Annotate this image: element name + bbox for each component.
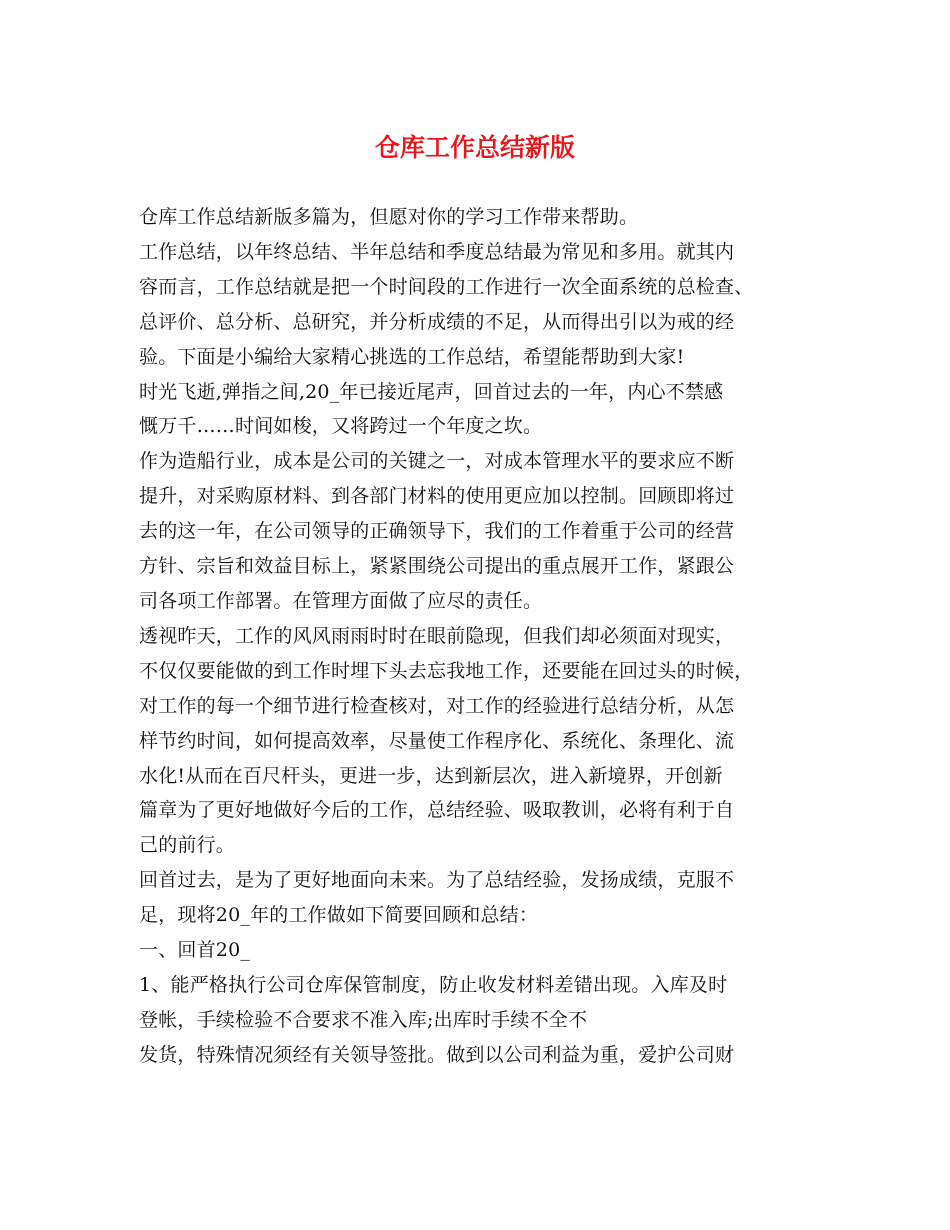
body-line-21: 足，现将20_年的工作做如下简要回顾和总结：: [139, 904, 539, 927]
body-line-6: 时光飞逝,弹指之间,20_年已接近尾声，回首过去的一年，内心不禁感: [139, 380, 724, 403]
body-line-14: 不仅仅要能做的到工作时埋下头去忘我地工作，还要能在回过头的时候，: [139, 659, 754, 682]
body-line-8: 作为造船行业，成本是公司的关键之一，对成本管理水平的要求应不断: [139, 450, 735, 473]
body-line-23: 1、能严格执行公司仓库保管制度，防止收发材料差错出现。入库及时: [139, 973, 728, 996]
body-line-2: 工作总结，以年终总结、半年总结和季度总结最为常见和多用。就其内: [139, 240, 735, 263]
body-line-18: 篇章为了更好地做好今后的工作，总结经验、吸取教训，必将有利于自: [139, 799, 735, 822]
body-line-15: 对工作的每一个细节进行检查核对，对工作的经验进行总结分析，从怎: [139, 694, 735, 717]
body-line-25: 发货，特殊情况须经有关领导签批。做到以公司利益为重，爱护公司财: [139, 1043, 735, 1066]
section-heading-1: 一、回首20_: [139, 939, 251, 962]
body-line-7: 慨万千……时间如梭，又将跨过一个年度之坎。: [139, 415, 543, 438]
body-line-9: 提升，对采购原材料、到各部门材料的使用更应加以控制。回顾即将过: [139, 485, 735, 508]
document-body: [139, 200, 814, 1073]
body-line-12: 司各项工作部署。在管理方面做了应尽的责任。: [139, 589, 543, 612]
body-line-16: 样节约时间，如何提高效率，尽量使工作程序化、系统化、条理化、流: [139, 729, 735, 752]
body-line-1: 仓库工作总结新版多篇为，但愿对你的学习工作带来帮助。: [139, 206, 639, 228]
body-line-5: 验。下面是小编给大家精心挑选的工作总结，希望能帮助到大家!: [139, 345, 685, 368]
body-line-4: 总评价、总分析、总研究，并分析成绩的不足，从而得出引以为戒的经: [139, 310, 735, 333]
body-line-10: 去的这一年，在公司领导的正确领导下，我们的工作着重于公司的经营: [139, 520, 735, 543]
body-line-13: 透视昨天，工作的风风雨雨时时在眼前隐现，但我们却必须面对现实，: [139, 624, 735, 647]
body-line-24: 登帐，手续检验不合要求不准入库;出库时手续不全不: [139, 1008, 588, 1031]
body-line-3: 容而言，工作总结就是把一个时间段的工作进行一次全面系统的总检查、: [139, 275, 754, 298]
body-line-20: 回首过去，是为了更好地面向未来。为了总结经验，发扬成绩，克服不: [139, 869, 735, 892]
body-line-11: 方针、宗旨和效益目标上，紧紧围绕公司提出的重点展开工作，紧跟公: [139, 555, 735, 578]
body-line-19: 己的前行。: [139, 834, 236, 857]
document-title: 仓库工作总结新版: [374, 133, 575, 162]
body-line-17: 水化!从而在百尺杆头，更进一步，达到新层次，进入新境界，开创新: [139, 764, 723, 787]
